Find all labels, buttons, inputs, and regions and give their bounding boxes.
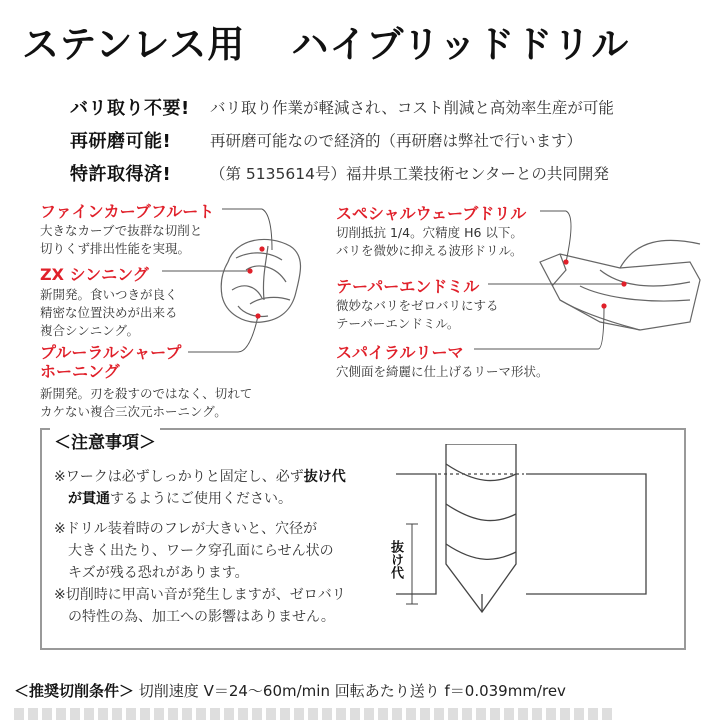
callout-line: 穴側面を綺麗に仕上げるリーマ形状。 [336, 364, 549, 379]
notice-item-noise [54, 584, 394, 628]
title-part1: ステンレス用 [22, 23, 246, 66]
note-emphasis: が貫通 [68, 491, 110, 507]
callout-line: 新開発。食いつきが良く [40, 287, 178, 302]
callout-line: バリを微妙に抑える波形ドリル。 [336, 243, 523, 258]
note-text: の特性の為、加工への影響はありません。 [68, 609, 335, 625]
callout-line: 複合シンニング。 [40, 323, 139, 338]
callout-body-spiral-reamer [336, 363, 549, 381]
marker-dot [601, 303, 606, 308]
callout-heading-zx-thinning: ZX シンニング [40, 265, 149, 284]
callout-line: テーパーエンドミル。 [336, 316, 460, 331]
callout-line: 大きなカーブで抜群な切削と [40, 223, 203, 238]
callout-body-zx-thinning [40, 286, 178, 340]
callout-body-fine-curve-flute [40, 222, 202, 258]
feature-label: バリ取り不要! [70, 98, 190, 119]
callout-body-taper-end-mill [336, 297, 499, 333]
recommended-conditions [14, 680, 566, 701]
note-text: ※切削時に甲高い音が発生しますが、ゼロバリ [54, 587, 346, 603]
notice-item-fixing [54, 466, 394, 510]
callout-heading-taper-end-mill: テーパーエンドミル [336, 277, 480, 296]
callout-line: 微妙なバリをゼロバリにする [336, 298, 499, 313]
note-text: 大きく出たり、ワーク穿孔面にらせん状の [68, 543, 334, 559]
conditions-text: 切削速度 V＝24～60m/min 回転あたり送り f＝0.039mm/rev [138, 682, 566, 700]
note-text: キズが残る恐れがあります。 [68, 565, 249, 581]
feature-label: 再研磨可能! [70, 131, 172, 152]
marker-dot [563, 259, 568, 264]
note-text: ※ドリル装着時のフレが大きいと、穴径が [54, 521, 318, 537]
callout-heading-line: ホーニング [40, 362, 120, 381]
note-text: するようにご使用ください。 [110, 491, 292, 507]
note-text: ※ワークは必ずしっかりと固定し、必ず [54, 469, 304, 485]
callout-body-special-wave-drill [336, 224, 523, 260]
feature-desc: 再研磨可能なので経済的（再研磨は弊社で行います） [210, 132, 583, 150]
callout-line: 精密な位置決めが出来る [40, 305, 178, 320]
notice-title: ＜注意事項＞ [50, 428, 160, 453]
conditions-label: ＜推奨切削条件＞ [14, 682, 135, 700]
title-part2: ハイブリッドドリル [291, 23, 630, 66]
marker-dot [247, 268, 252, 273]
callout-heading-fine-curve-flute: ファインカーブフルート [40, 202, 215, 221]
marker-dot [255, 313, 260, 318]
notice-item-runout [54, 518, 394, 584]
note-emphasis: 抜け代 [303, 469, 346, 485]
feature-label: 特許取得済! [70, 164, 172, 185]
cropped-text-row [14, 708, 614, 720]
callout-heading-spiral-reamer: スパイラルリーマ [336, 343, 464, 362]
callout-line: 新開発。刃を殺すのではなく、切れて [40, 386, 253, 401]
callout-body-plural-sharp-honing [40, 385, 252, 421]
feature-desc: （第 5135614号）福井県工業技術センターとの共同開発 [210, 165, 609, 183]
marker-dot [259, 246, 264, 251]
feature-desc: バリ取り作業が軽減され、コスト削減と高効率生産が可能 [210, 99, 614, 117]
callout-line: 切削抵抗 1/4。穴精度 H6 以下。 [336, 225, 523, 240]
drill-through-diagram [376, 444, 676, 644]
callout-heading-special-wave-drill: スペシャルウェーブドリル [336, 204, 527, 223]
callout-heading-line: プルーラルシャープ [40, 343, 182, 362]
callout-heading-plural-sharp-honing [40, 343, 181, 381]
callout-line: 切りくず排出性能を実現。 [40, 241, 191, 256]
through-allowance-label: 抜け代 [388, 540, 403, 579]
marker-dot [621, 281, 626, 286]
callout-line: カケない複合三次元ホーニング。 [40, 404, 227, 419]
